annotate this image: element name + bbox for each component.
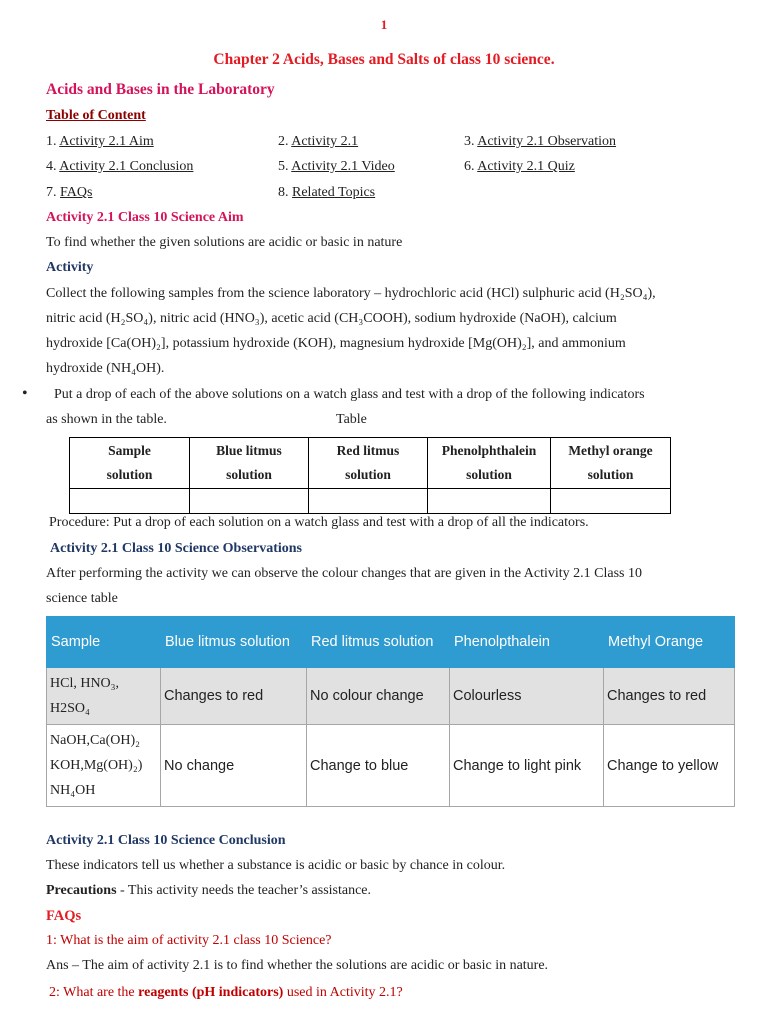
toc-item-number: 5. [278,159,289,174]
faq-question: 1: What is the aim of activity 2.1 class 10 Science? [46,933,332,948]
toc-item-number: 6. [464,159,475,174]
precautions-label: Precautions [46,883,117,898]
table-row [47,668,735,725]
table-header-cell: Red litmus solution [309,438,428,489]
table-caption: Table [336,412,367,427]
toc-link-aim[interactable]: Activity 2.1 Aim [59,134,154,149]
table-header-cell: Sample [47,617,161,668]
activity-line: hydroxide [Ca(OH)₂], potassium hydroxide (KOH), magnesium hydroxide [Mg(OH)₂], and ammonium [46,336,626,351]
table-cell-empty [190,489,309,514]
toc-item-number: 4. [46,159,57,174]
toc-item-conclusion [46,159,193,175]
toc-item-number: 8. [278,185,289,200]
toc-item-aim [46,134,154,150]
table-cell-empty [428,489,551,514]
toc-item-number: 2. [278,134,289,149]
table-cell-empty [551,489,671,514]
faq-question [49,985,403,1001]
toc-item-related-topics [278,185,375,201]
table-cell-empty [309,489,428,514]
toc-link-conclusion[interactable]: Activity 2.1 Conclusion [59,159,194,174]
table-cell-sample: HCl, HNO₃, H2SO₄ [47,668,161,725]
bullet-dot: • [22,385,28,402]
toc-item-faqs [46,185,92,201]
precautions-text: - This activity needs the teacher’s assistance. [116,883,372,898]
activity-line: Collect the following samples from the science laboratory – hydrochloric acid (HCl) sulphuric acid (H₂SO₄), [46,286,656,301]
bullet-text-continued: as shown in the table. [46,412,167,427]
faq-question-emphasis: reagents (pH indicators) [138,985,284,1000]
toc-link-faqs[interactable]: FAQs [60,185,93,200]
toc-link-quiz[interactable]: Activity 2.1 Quiz [477,159,575,174]
toc-item-number: 1. [46,134,57,149]
table-header-cell: Sample solution [70,438,190,489]
table-header-row [70,438,671,489]
activity-line: nitric acid (H₂SO₄), nitric acid (HNO₃), acetic acid (CH₃COOH), sodium hydroxide (NaOH), calcium [46,311,617,326]
observations-heading: Activity 2.1 Class 10 Science Observations [50,541,302,556]
toc-link-video[interactable]: Activity 2.1 Video [291,159,395,174]
procedure-text: Procedure: Put a drop of each solution on a watch glass and test with a drop of all the indicators. [49,515,589,530]
table-cell: Changes to red [604,668,735,725]
activity-heading: Activity [46,260,94,275]
toc-item-number: 7. [46,185,57,200]
toc-item-activity [278,134,358,150]
table-header-row [47,617,735,668]
faq-answer: Ans – The aim of activity 2.1 is to find whether the solutions are acidic or basic in nature. [46,958,549,973]
aim-heading: Activity 2.1 Class 10 Science Aim [46,210,244,225]
toc-link-observation[interactable]: Activity 2.1 Observation [477,134,617,149]
observations-text-continued: science table [46,591,118,606]
toc-heading: Table of Content [46,108,146,123]
table-row [70,489,671,514]
table-header-cell: Blue litmus solution [190,438,309,489]
table-cell: No change [161,725,307,807]
observations-text: After performing the activity we can observe the colour changes that are given in the Activity 2.1 Class 10 [46,566,642,581]
toc-item-number: 3. [464,134,475,149]
table-header-cell: Red litmus solution [307,617,450,668]
conclusion-heading: Activity 2.1 Class 10 Science Conclusion [46,833,286,848]
section-heading: Acids and Bases in the Laboratory [46,81,275,98]
toc-link-related-topics[interactable]: Related Topics [292,185,376,200]
toc-link-activity[interactable]: Activity 2.1 [291,134,359,149]
table-cell: Change to blue [307,725,450,807]
conclusion-text: These indicators tell us whether a substance is acidic or basic by chance in colour. [46,858,506,873]
precautions-line [46,883,371,899]
observations-table [46,616,735,807]
aim-text: To find whether the given solutions are acidic or basic in nature [46,235,403,250]
table-cell: Change to light pink [450,725,604,807]
table-header-cell: Phenolpthalein [450,617,604,668]
faqs-heading: FAQs [46,908,82,924]
faq-question-text: used in Activity 2.1? [283,985,403,1000]
table-cell: Change to yellow [604,725,735,807]
table-cell-sample: NaOH,Ca(OH)₂ KOH,Mg(OH)₂) NH₄OH [47,725,161,807]
activity-line: hydroxide (NH₄OH). [46,361,165,376]
table-cell-empty [70,489,190,514]
indicator-table [69,437,671,514]
bullet-text: Put a drop of each of the above solutions on a watch glass and test with a drop of the following indicators [54,387,645,402]
table-cell: No colour change [307,668,450,725]
page-number: 1 [380,17,388,32]
table-header-cell: Phenolphthalein solution [428,438,551,489]
toc-item-observation [464,134,616,150]
faq-question-text: 2: What are the [49,985,139,1000]
table-header-cell: Blue litmus solution [161,617,307,668]
table-cell: Changes to red [161,668,307,725]
table-row [47,725,735,807]
table-cell: Colourless [450,668,604,725]
toc-item-video [278,159,395,175]
table-header-cell: Methyl orange solution [551,438,671,489]
toc-item-quiz [464,159,575,175]
page-title: Chapter 2 Acids, Bases and Salts of class 10 science. [213,51,555,68]
table-header-cell: Methyl Orange [604,617,735,668]
